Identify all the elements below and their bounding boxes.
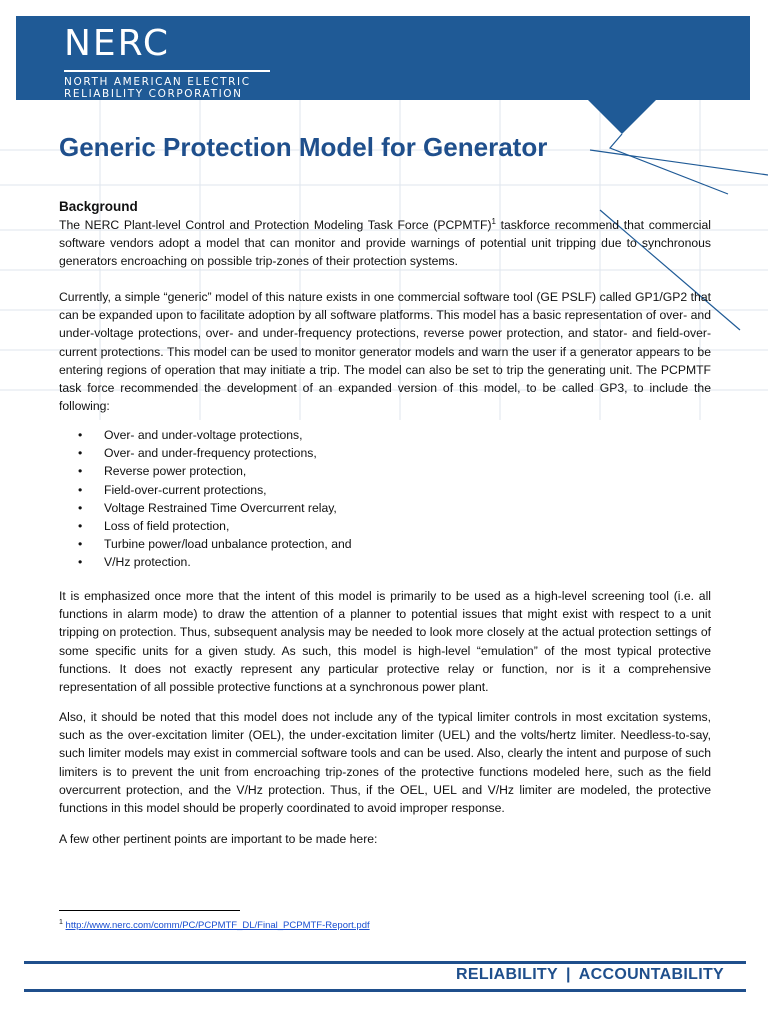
page-title: Generic Protection Model for Generator [59, 132, 548, 162]
list-item-text: Over- and under-frequency protections, [104, 446, 317, 461]
list-item [59, 426, 352, 444]
bullet-icon: • [78, 500, 83, 515]
footnote-number: 1 [59, 919, 63, 926]
paragraph-2: Currently, a simple “generic” model of this nature exists in one commercial software tool (GE PSLF) called GP1/GP2 that can be expanded upon to facilitate adoption by all software platforms. This model has a basic representation of over- and under-voltage protections, over- and under-frequency protections, reverse power protection, and stator- and field-over-current protections. This model can be used to monitor generator models and warn the user if a generator appears to be entering regions of operation that may initiate a trip. The model can also be set to trip the generating unit. The PCPMTF task force recommended the development of an expanded version of this model, to be called GP3, to include the following: [59, 290, 711, 414]
list-item [59, 535, 352, 553]
logo-line-2: RELIABILITY CORPORATION [64, 88, 243, 100]
logo-name: NERC [64, 23, 171, 64]
list-item-text: Over- and under-voltage protections, [104, 428, 303, 442]
logo-line-1: NORTH AMERICAN ELECTRIC [64, 76, 251, 88]
paragraph-4: Also, it should be noted that this model does not include any of the typical limiter controls in most excitation systems, such as the over-excitation limiter (OEL), the under-excitation limiter (UEL) and the volts/hertz limiter. Needless-to-say, such limiter models may exist in commercial software tools and can be used. Also, clearly the intent and purpose of such limiters is to prevent the unit from encroaching trip-zones of the protective functions modeled here, such as the field overcurrent protection, and the V/Hz protection. Thus, if the OEL, UEL and V/Hz limiter are modeled, the protective functions in this model should be properly coordinated to avoid improper response. [59, 710, 711, 816]
list-item [59, 553, 352, 571]
footer-rule-top [24, 961, 746, 964]
footnote-reference[interactable]: 1 [491, 216, 496, 226]
list-item-text: Reverse power protection, [104, 464, 247, 479]
list-item [59, 517, 352, 535]
paragraph-3: It is emphasized once more that the intent of this model is primarily to be used as a high-level screening tool (i.e. all functions in alarm mode) to draw the attention of a planner to potential issues that might exist with respect to a unit tripping on protection. Thus, subsequent analysis may be needed to look more closely at the actual protection settings of some specific units for a given study. As such, this model is high-level “emulation” of the most typical protective functions. It does not exactly represent any particular protective relay or function, nor is it a comprehensive representation of all possible protective functions at a synchronous power plant. [59, 589, 711, 695]
bullet-icon: • [78, 446, 83, 461]
header-banner [16, 16, 750, 100]
list-item [59, 499, 352, 517]
bullet-icon: • [78, 555, 83, 570]
logo-rule [64, 70, 270, 72]
list-item [59, 462, 352, 480]
list-item [59, 481, 352, 499]
tagline-separator: | [565, 966, 571, 983]
list-item [59, 444, 352, 462]
paragraph-1-text-b: taskforce recommend that commercial software vendors adopt a model that can monitor and provide warnings of potential unit tripping due to synchronous generators encroaching on possible trip-zones of their protection systems. [59, 218, 711, 269]
bullet-icon: • [78, 482, 83, 497]
bullet-icon: • [78, 428, 83, 442]
footer-rule-bottom [24, 989, 746, 992]
list-item-text: Field-over-current protections, [104, 482, 267, 497]
paragraph-5: A few other pertinent points are important to be made here: [59, 832, 378, 846]
nerc-logo [64, 23, 270, 100]
list-item-text: V/Hz protection. [104, 555, 191, 570]
header-notch [588, 100, 656, 134]
footer-tagline [456, 966, 724, 984]
tagline-accountability: ACCOUNTABILITY [578, 966, 724, 983]
paragraph-1 [59, 216, 711, 271]
section-heading-background: Background [59, 199, 138, 214]
bullet-icon: • [78, 464, 83, 479]
paragraph-1-text-a: The NERC Plant-level Control and Protection Modeling Task Force (PCPMTF) [59, 218, 492, 232]
protection-list [59, 426, 352, 572]
footnote [59, 916, 370, 933]
list-item-text: Loss of field protection, [104, 519, 230, 534]
footnote-link[interactable]: http://www.nerc.com/comm/PC/PCPMTF_DL/Final_PCPMTF-Report.pdf [65, 920, 370, 932]
bullet-icon: • [78, 537, 83, 552]
list-item-text: Voltage Restrained Time Overcurrent relay, [104, 500, 337, 515]
bullet-icon: • [78, 519, 83, 534]
tagline-reliability: RELIABILITY [456, 966, 558, 983]
footnote-divider [59, 910, 240, 911]
list-item-text: Turbine power/load unbalance protection, and [104, 537, 352, 552]
